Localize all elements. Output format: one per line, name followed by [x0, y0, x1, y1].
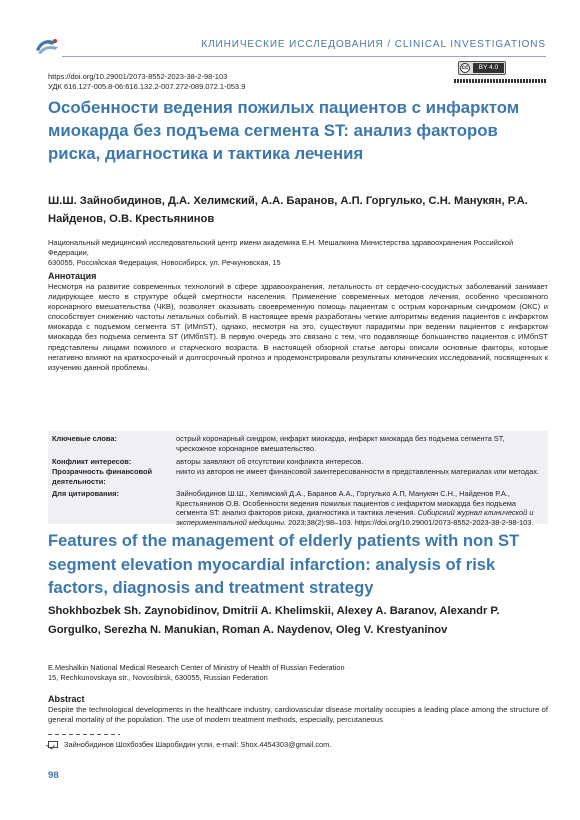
- citation-label: Для цитирования:: [52, 489, 119, 498]
- funding-label: Прозрачность финансовой деятельности:: [52, 467, 153, 486]
- envelope-icon: [48, 741, 58, 748]
- citation-authors: Зайнобидинов Ш.Ш., Хелимский Д.А., Баранов А.А., Горгулько А.П, Манукян С.Н., Найденов Р.А., Крестьянинов О.В. Особенности ведения пожилых пациентов с инфарктом миокарда без подъема сегмента ST: анализ факторов риска, диагностика и тактика лечения.: [176, 489, 517, 518]
- header-rule: [62, 56, 546, 57]
- corresponding-author-footnote: [48, 740, 548, 752]
- journal-logo-icon: [34, 36, 60, 56]
- footnote-rule: [48, 734, 120, 735]
- citation-tail[interactable]: 2023;38(2):98–103. https://doi.org/10.29001/2073-8552-2023-38-2-98-103.: [288, 517, 534, 527]
- citation-journal: Сибирский журнал клинической и экспериментальной медицины.: [176, 508, 534, 527]
- abstract-ru: Несмотря на развитие современных технологий в сфере здравоохранения, летальность от сердечно-сосудистых заболеваний занимает лидирующее место в структуре общей смертности населения. Применение современных методов лечения, особенно чрескожного коронарного вмешательства (ЧКВ), позволяет оказывать своевременную помощь пациентам с острым коронарным синдромом (ОКС) и способствует снижению частоты летальных событий. В настоящее время разработаны четкие алгоритмы ведения пациентов с инфарктом миокарда с подъемом сегмента ST (ИМпST), однако, несмотря на это, существуют парадигмы при ведении пациентов с инфарктом миокарда без подъема сегмента ST (ИМбпST). В первую очередь это связано с тем, что подавляюще большинство пациентов с ИМбпST представлены лицами пожилого и старческого возраста. В настоящей обзорной статье авторы описали основные факторы, которые негативно влияют на краткосрочный и долгосрочный прогноз и продемонстрировали результаты клинических исследований, посвященных к изучению данной проблемы.: [48, 282, 548, 372]
- footnote-text: Зайнобидинов Шохбозбек Шаробидин угли, e-mail: Shox.4454303@gmail.com.: [64, 740, 332, 749]
- badge-divider: [454, 79, 546, 83]
- identifiers: [48, 72, 245, 92]
- abstract-heading-ru: Аннотация: [48, 271, 97, 281]
- affiliation-en: [48, 663, 548, 683]
- affiliation-ru-name: Национальный медицинский исследовательский центр имени академика Е.Н. Мешалкина Министерства здравоохранения Российской Федерации,: [48, 238, 514, 257]
- article-meta-table: [48, 431, 548, 527]
- abstract-heading-en: Abstract: [48, 694, 85, 704]
- funding-value: никто из авторов не имеет финансовой заинтересованности в представленных материалах или методах.: [176, 467, 539, 476]
- article-title-en: Features of the management of elderly patients with non ST segment elevation myocardial infarction: analysis of risk factors, diagnosis and treatment strategy: [48, 531, 520, 598]
- abstract-en: Despite the technological developments in the healthcare industry, cardiovascular disease mortality occupies a leading place among the structure of general mortality of the population. The use of modern treatment methods, especially, percutaneous: [48, 705, 548, 725]
- license-text: BY 4.0: [473, 63, 504, 73]
- authors-en: Shokhbozbek Sh. Zaynobidinov, Dmitrii A. Khelimskii, Alexey A. Baranov, Alexandr P. Gorgulko, Serezha N. Manukian, Roman A. Naydenov, Oleg V. Krestyaninov: [48, 605, 500, 636]
- section-title: КЛИНИЧЕСКИЕ ИССЛЕДОВАНИЯ / CLINICAL INVESTIGATIONS: [201, 39, 546, 50]
- affiliation-ru: [48, 238, 548, 267]
- keywords-label: Ключевые слова:: [52, 434, 117, 443]
- udc-code: УДК 616.127-005.8-06:616.132.2-007.272-089.072.1-053.9: [48, 82, 246, 91]
- affiliation-en-name: E.Meshalkin National Medical Research Center of Ministry of Health of Russian Federation: [48, 663, 345, 672]
- affiliation-ru-address: 630055, Российская Федерация, Новосибирск, ул. Речкуновская, 15: [48, 257, 281, 267]
- running-header: [34, 36, 546, 56]
- cc-icon: cc: [461, 65, 469, 71]
- license-badge[interactable]: [458, 61, 506, 75]
- authors-ru: Ш.Ш. Зайнобидинов, Д.А. Хелимский, А.А. Баранов, А.П. Горгулько, С.Н. Манукян, Р.А. Найденов, О.В. Крестьянинов: [48, 195, 528, 225]
- citation-value: [176, 489, 542, 527]
- conflict-label: Конфликт интересов:: [52, 457, 132, 466]
- doi-link[interactable]: https://doi.org/10.29001/2073-8552-2023-38-2-98-103: [48, 72, 228, 81]
- affiliation-en-address: 15, Rechkunovskaya str., Novosibirsk, 630055, Russian Federation: [48, 672, 268, 682]
- conflict-value: авторы заявляют об отсутствии конфликта интересов.: [176, 457, 364, 466]
- page-number: 98: [48, 770, 59, 781]
- article-title-ru: Особенности ведения пожилых пациентов с инфарктом миокарда без подъема сегмента ST: анализ факторов риска, диагностика и тактика лечения: [48, 98, 520, 163]
- keywords-value: острый коронарный синдром, инфаркт миокарда, инфаркт миокарда без подъема сегмента ST, чрескожное коронарное вмешательство.: [176, 434, 505, 453]
